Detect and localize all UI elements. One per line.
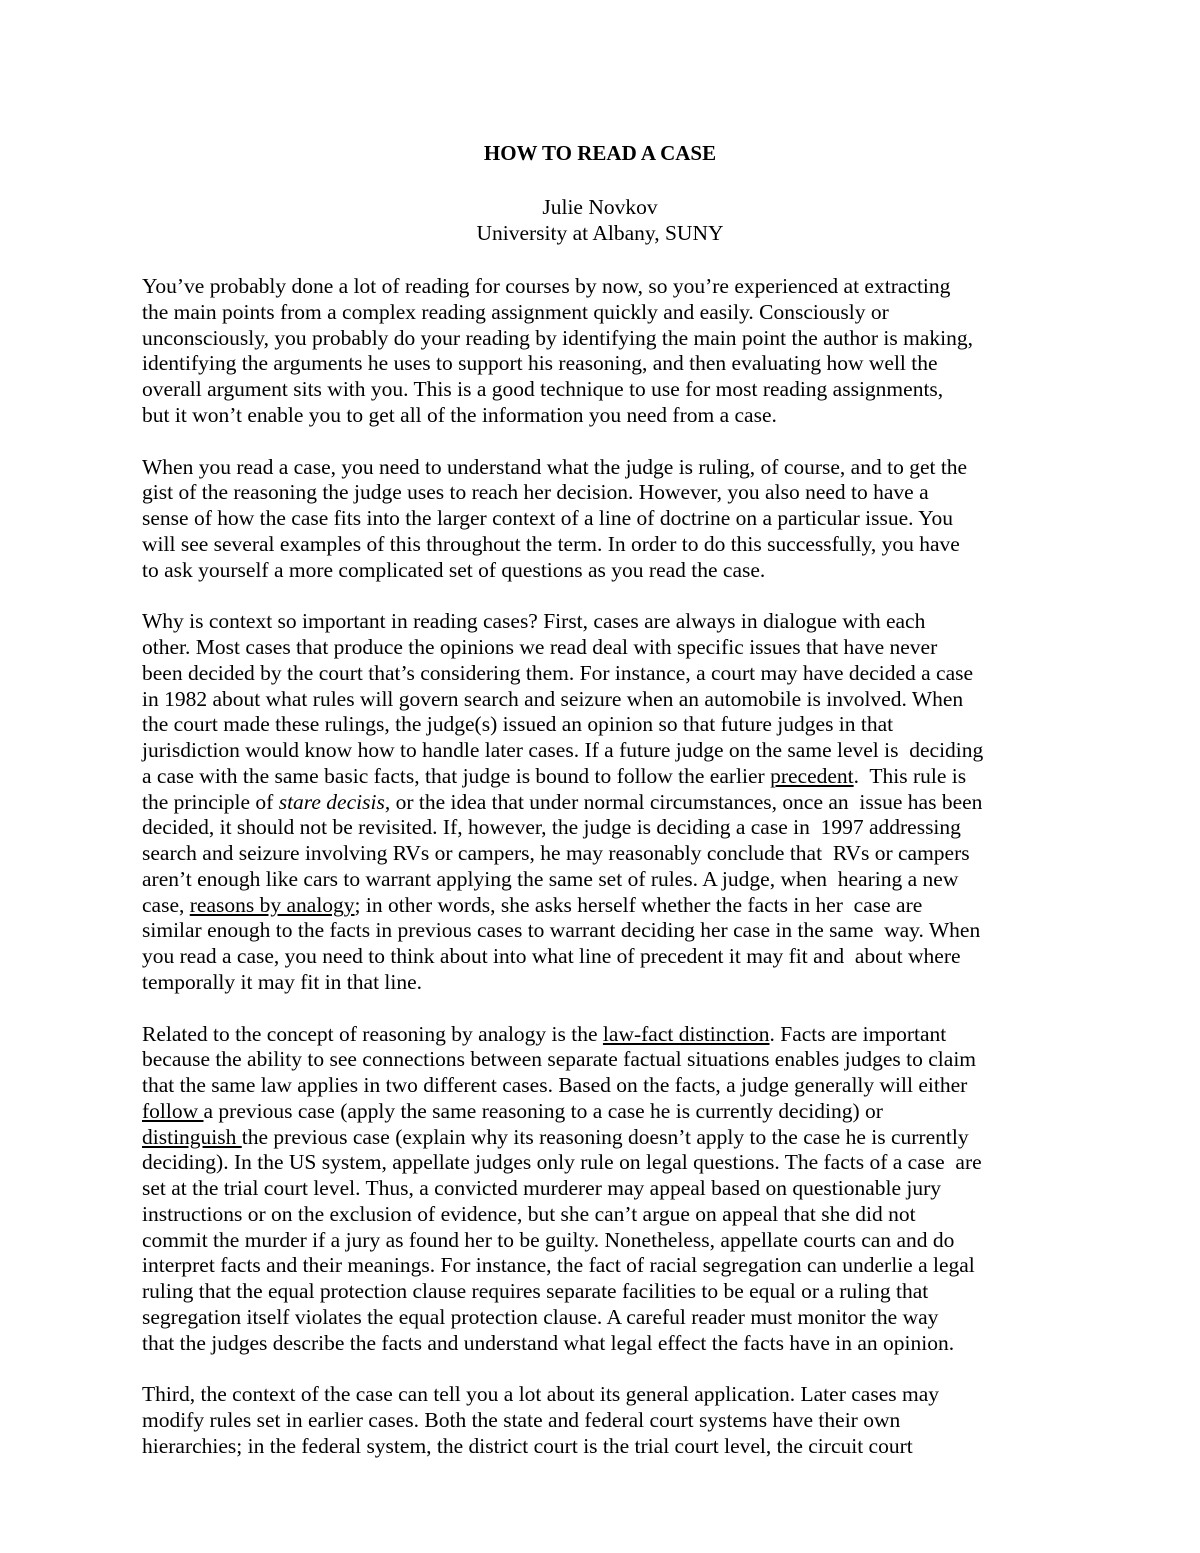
text-line: the court made these rulings, the judge(s) issued an opinion so that future judges in that	[142, 712, 894, 737]
document-body	[142, 274, 1072, 1486]
underlined-term: reasons by analogy	[189, 892, 355, 917]
text-line: Third, the context of the case can tell you a lot about its general application. Later cases may	[142, 1382, 939, 1407]
text-line: the main points from a complex reading assignment quickly and easily. Consciously or	[142, 299, 889, 324]
text-line	[142, 790, 1072, 816]
line-text: . This rule is	[853, 763, 967, 788]
text-line: hierarchies; in the federal system, the district court is the trial court level, the circuit court	[142, 1433, 913, 1458]
paragraph	[142, 455, 1072, 584]
line-text: Related to the concept of reasoning by analogy is the	[142, 1021, 603, 1046]
text-line: other. Most cases that produce the opinions we read deal with specific issues that have never	[142, 635, 938, 659]
text-line: you read a case, you need to think about into what line of precedent it may fit and about where	[142, 944, 961, 968]
text-line: search and seizure involving RVs or campers, he may reasonably conclude that RVs or campers	[142, 841, 970, 865]
text-line	[142, 1099, 1072, 1125]
line-text: , or the idea that under normal circumstances, once an issue has been	[384, 789, 983, 814]
text-line	[142, 1125, 1072, 1151]
text-line	[142, 764, 1072, 790]
text-line: When you read a case, you need to understand what the judge is ruling, of course, and to get the	[142, 454, 968, 479]
paragraph	[142, 274, 1072, 429]
text-line: temporally it may fit in that line.	[142, 969, 423, 994]
text-line: decided, it should not be revisited. If, however, the judge is deciding a case in 1997 addressing	[142, 815, 961, 840]
text-line: been decided by the court that’s considering them. For instance, a court may have decided a case	[142, 660, 974, 685]
underlined-term: precedent	[770, 763, 854, 788]
text-line: to ask yourself a more complicated set of questions as you read the case.	[142, 557, 766, 582]
text-line: ruling that the equal protection clause requires separate facilities to be equal or a ruling that	[142, 1279, 929, 1303]
text-line: commit the murder if a jury as found her to be guilty. Nonetheless, appellate courts can and do	[142, 1227, 955, 1252]
text-line: aren’t enough like cars to warrant applying the same set of rules. A judge, when hearing a new	[142, 866, 959, 891]
text-line: modify rules set in earlier cases. Both the state and federal court systems have their own	[142, 1408, 901, 1432]
underlined-term: follow	[142, 1098, 204, 1123]
text-line: that the judges describe the facts and understand what legal effect the facts have in an opinion.	[142, 1330, 955, 1355]
text-line: instructions or on the exclusion of evidence, but she can’t argue on appeal that she did not	[142, 1201, 916, 1226]
author-affiliation: University at Albany, SUNY	[476, 221, 724, 245]
line-text: case,	[142, 892, 190, 917]
italic-term: stare decisis	[278, 789, 385, 814]
text-line: deciding). In the US system, appellate judges only rule on legal questions. The facts of a case are	[142, 1150, 982, 1175]
text-line	[142, 1022, 1072, 1048]
text-line: interpret facts and their meanings. For instance, the fact of racial segregation can underlie a legal	[142, 1253, 975, 1278]
text-line: Why is context so important in reading cases? First, cases are always in dialogue with each	[142, 609, 926, 634]
text-line: identifying the arguments he uses to support his reasoning, and then evaluating how well the	[142, 351, 938, 376]
text-line: but it won’t enable you to get all of the information you need from a case.	[142, 402, 777, 427]
underlined-term: distinguish	[142, 1124, 242, 1149]
text-line: segregation itself violates the equal protection clause. A careful reader must monitor the way	[142, 1304, 939, 1329]
paragraph	[142, 609, 1072, 995]
line-text: . Facts are important	[769, 1021, 947, 1046]
author-name: Julie Novkov	[542, 195, 658, 219]
underlined-term: law-fact distinction	[602, 1021, 770, 1046]
document-title: HOW TO READ A CASE	[483, 141, 717, 165]
line-text: the principle of	[142, 789, 279, 814]
line-text: ; in other words, she asks herself whether the facts in her case are	[354, 892, 923, 917]
line-text: a case with the same basic facts, that judge is bound to follow the earlier	[142, 763, 771, 788]
paragraph	[142, 1382, 1072, 1459]
paragraph	[142, 1022, 1072, 1357]
author-block	[0, 194, 1200, 246]
text-line: unconsciously, you probably do your reading by identifying the main point the author is making,	[142, 325, 973, 350]
text-line	[142, 893, 1072, 919]
text-line: overall argument sits with you. This is a good technique to use for most reading assignments,	[142, 377, 944, 401]
text-line: You’ve probably done a lot of reading for courses by now, so you’re experienced at extracting	[142, 274, 951, 298]
text-line: that the same law applies in two different cases. Based on the facts, a judge generally will either	[142, 1073, 968, 1097]
line-text: the previous case (explain why its reasoning doesn’t apply to the case he is currently	[241, 1124, 969, 1149]
text-line: set at the trial court level. Thus, a convicted murderer may appeal based on questionable jury	[142, 1176, 942, 1200]
text-line: because the ability to see connections between separate factual situations enables judges to claim	[142, 1047, 977, 1072]
text-line: sense of how the case fits into the larger context of a line of doctrine on a particular issue. You	[142, 506, 954, 530]
text-line: gist of the reasoning the judge uses to reach her decision. However, you also need to have a	[142, 480, 929, 505]
text-line: in 1982 about what rules will govern search and seizure when an automobile is involved. When	[142, 686, 964, 711]
text-line: will see several examples of this throughout the term. In order to do this successfully, you have	[142, 531, 960, 556]
text-line: jurisdiction would know how to handle later cases. If a future judge on the same level is deciding	[142, 738, 984, 762]
line-text: a previous case (apply the same reasoning to a case he is currently deciding) or	[203, 1098, 883, 1123]
text-line: similar enough to the facts in previous cases to warrant deciding her case in the same way. When	[142, 918, 981, 943]
